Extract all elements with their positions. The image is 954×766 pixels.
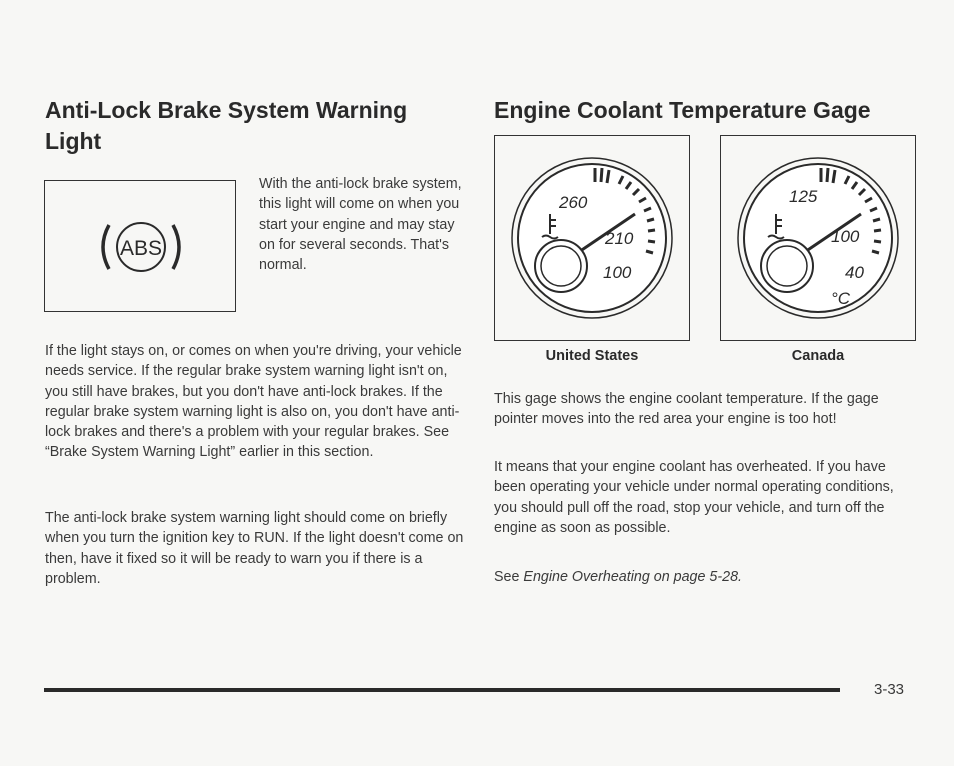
engine-overheating-reference: Engine Overheating on page 5-28. [523, 569, 743, 585]
coolant-paragraph-2: It means that your engine coolant has overheated. If you have been operating your vehicle under normal operating conditions, you should pull off the road, stop your vehicle, and turn off the engine as soon as possible. [494, 459, 894, 536]
abs-paragraph-2: The anti-lock brake system warning light should come on briefly when you turn the ignition key to RUN. If the light doesn't come on then, have it fixed so it will be ready to warn you if there is a problem. [45, 510, 464, 587]
gauge-high-label: 125 [789, 187, 818, 206]
abs-intro-text: With the anti-lock brake system, this light will come on when you start your engine and may stay on for several seconds. That's normal. [259, 176, 462, 274]
coolant-gauge-canada [720, 135, 916, 341]
abs-icon-label: ABS [119, 237, 163, 260]
page-number: 3-33 [874, 681, 905, 698]
gauge-unit-label: °C [831, 289, 851, 308]
coolant-paragraph-3 [494, 567, 914, 587]
abs-section-title: Anti-Lock Brake System Warning Light [45, 97, 408, 154]
gauge-dial [501, 142, 683, 334]
see-prefix: See [494, 569, 524, 585]
gauge-high-label: 260 [559, 193, 588, 212]
coolant-paragraph-1: This gage shows the engine coolant temperature. If the gage pointer moves into the red area your engine is too hot! [494, 391, 879, 428]
coolant-section-title: Engine Coolant Temperature Gage [494, 97, 871, 123]
footer-rule [44, 688, 840, 692]
gauge-mid-label: 210 [605, 229, 634, 248]
gauge-mid-label: 100 [831, 227, 860, 246]
coolant-gauge-united-states [494, 135, 690, 341]
gauge-caption-canada: Canada [791, 348, 845, 364]
gauge-hub [535, 240, 587, 292]
abs-paragraph-1: If the light stays on, or comes on when you're driving, your vehicle needs service. If the regular brake system warning light isn't on, you still have brakes, but you don't have anti-lock brakes. If the regular brake system warning light is also on, you don't have anti-lock brakes and there's a problem with your regular brakes. See “Brake System Warning Light” earlier in this section. [45, 343, 462, 461]
gauge-dial [727, 142, 909, 334]
abs-warning-icon [97, 217, 185, 277]
gauge-low-label: 100 [603, 263, 632, 282]
abs-warning-light-illustration [44, 180, 236, 312]
gauge-caption-united-states: United States [545, 348, 639, 364]
gauge-hub [761, 240, 813, 292]
gauge-low-label: 40 [845, 263, 864, 282]
